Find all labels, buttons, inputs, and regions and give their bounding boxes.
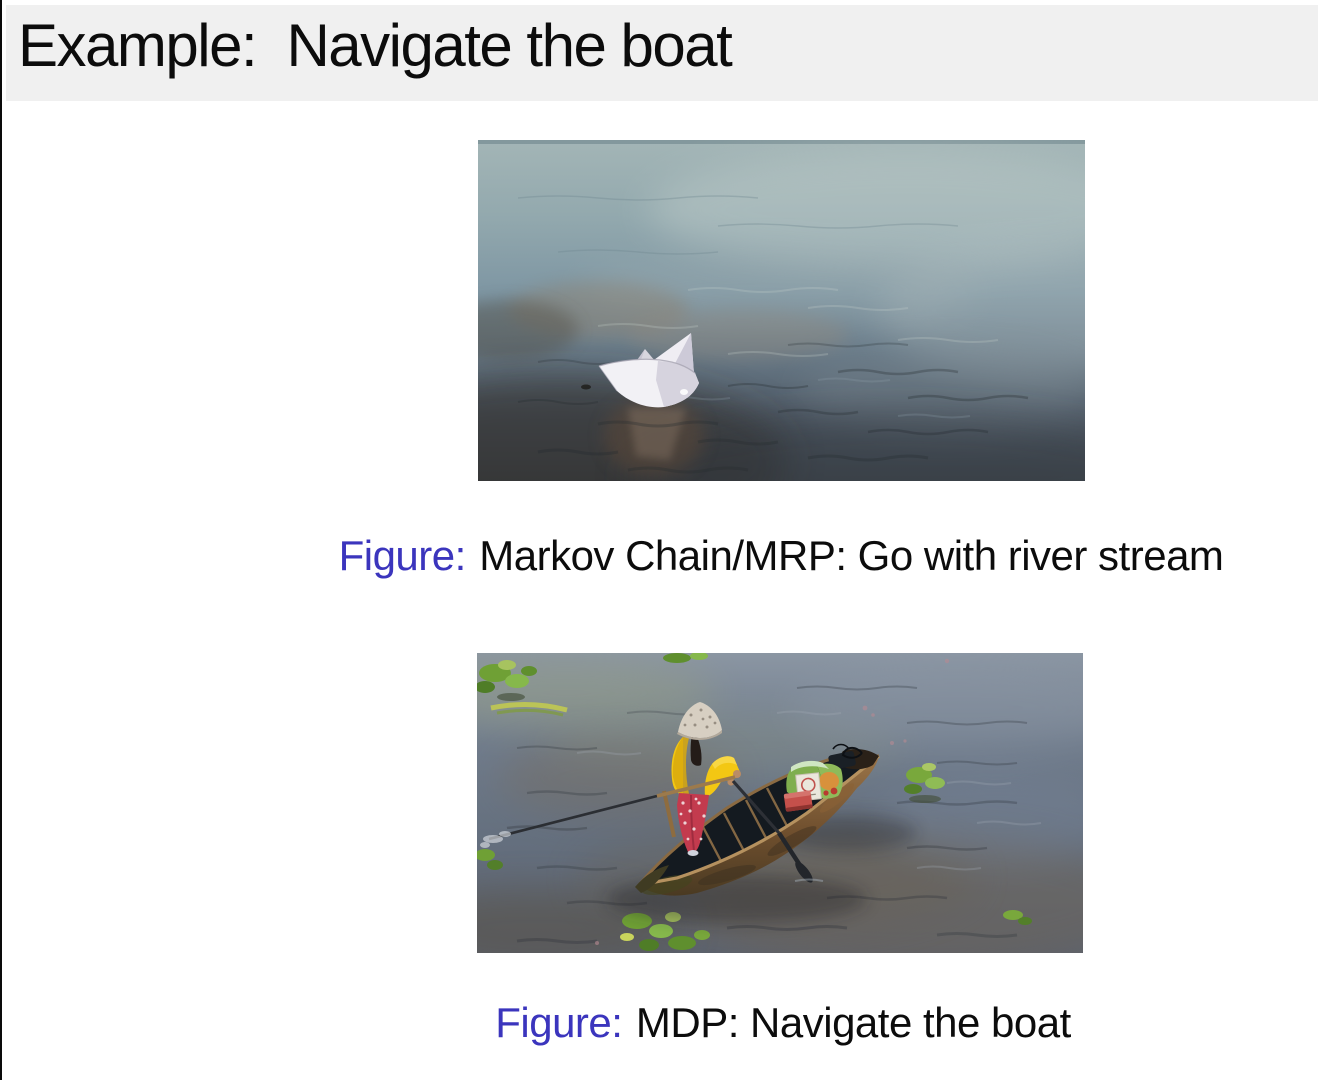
rowing-boat-photo-svg [477,653,1083,953]
slide-title-bar [6,5,1318,101]
figure-caption-1 [339,532,1224,580]
figure-2-label: Figure: [495,999,623,1046]
paper-boat-photo [478,140,1085,481]
figure-caption-2 [495,999,1071,1047]
rowing-boat-photo [477,653,1083,953]
figure-1-label: Figure: [338,532,466,579]
figure-2-caption-text: MDP: Navigate the boat [635,999,1071,1046]
left-window-border [0,0,2,1080]
figure-1-caption-text: Markov Chain/MRP: Go with river stream [479,532,1224,579]
paper-boat-photo-svg [478,140,1085,481]
slide-title: Example: Navigate the boat [18,12,732,79]
